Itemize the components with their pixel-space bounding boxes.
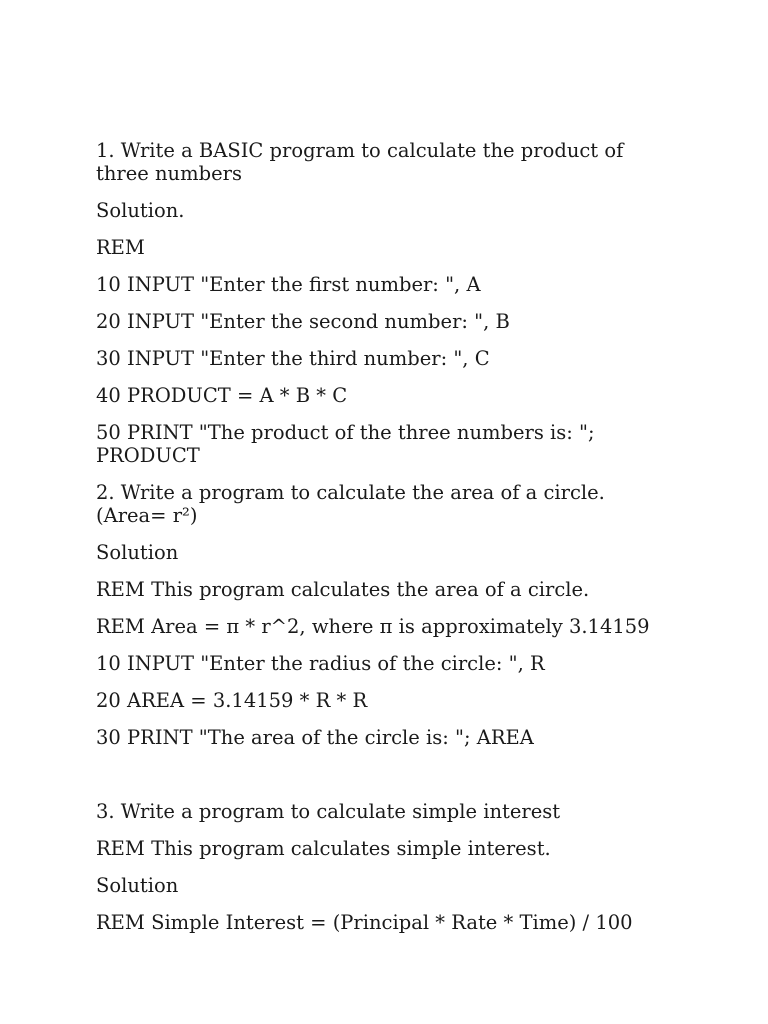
document-body [96, 139, 656, 948]
question-1-heading: 1. Write a BASIC program to calculate the product of three numbers [96, 139, 624, 185]
code-line: REM Area = π * r^2, where π is approximately 3.14159 [96, 615, 650, 638]
question-3-heading: 3. Write a program to calculate simple interest [96, 800, 561, 823]
solution-label: Solution [96, 541, 179, 564]
code-line: 10 INPUT "Enter the first number: ", A [96, 273, 481, 296]
code-line: 30 PRINT "The area of the circle is: "; AREA [96, 726, 534, 749]
solution-label: Solution. [96, 199, 185, 222]
code-line: 20 AREA = 3.14159 * R * R [96, 689, 368, 712]
code-line: 40 PRODUCT = A * B * C [96, 384, 348, 407]
blank-line [96, 763, 656, 786]
code-line: REM This program calculates simple interest. [96, 837, 551, 860]
code-line: REM This program calculates the area of a circle. [96, 578, 590, 601]
code-line: REM Simple Interest = (Principal * Rate * Time) / 100 [96, 911, 633, 934]
code-line: REM [96, 236, 145, 259]
question-2-heading: 2. Write a program to calculate the area of a circle. (Area= r²) [96, 481, 605, 527]
code-line: 10 INPUT "Enter the radius of the circle: ", R [96, 652, 545, 675]
code-line: 50 PRINT "The product of the three numbers is: "; PRODUCT [96, 421, 595, 467]
solution-label: Solution [96, 874, 179, 897]
code-line: 30 INPUT "Enter the third number: ", C [96, 347, 490, 370]
code-line: 20 INPUT "Enter the second number: ", B [96, 310, 510, 333]
